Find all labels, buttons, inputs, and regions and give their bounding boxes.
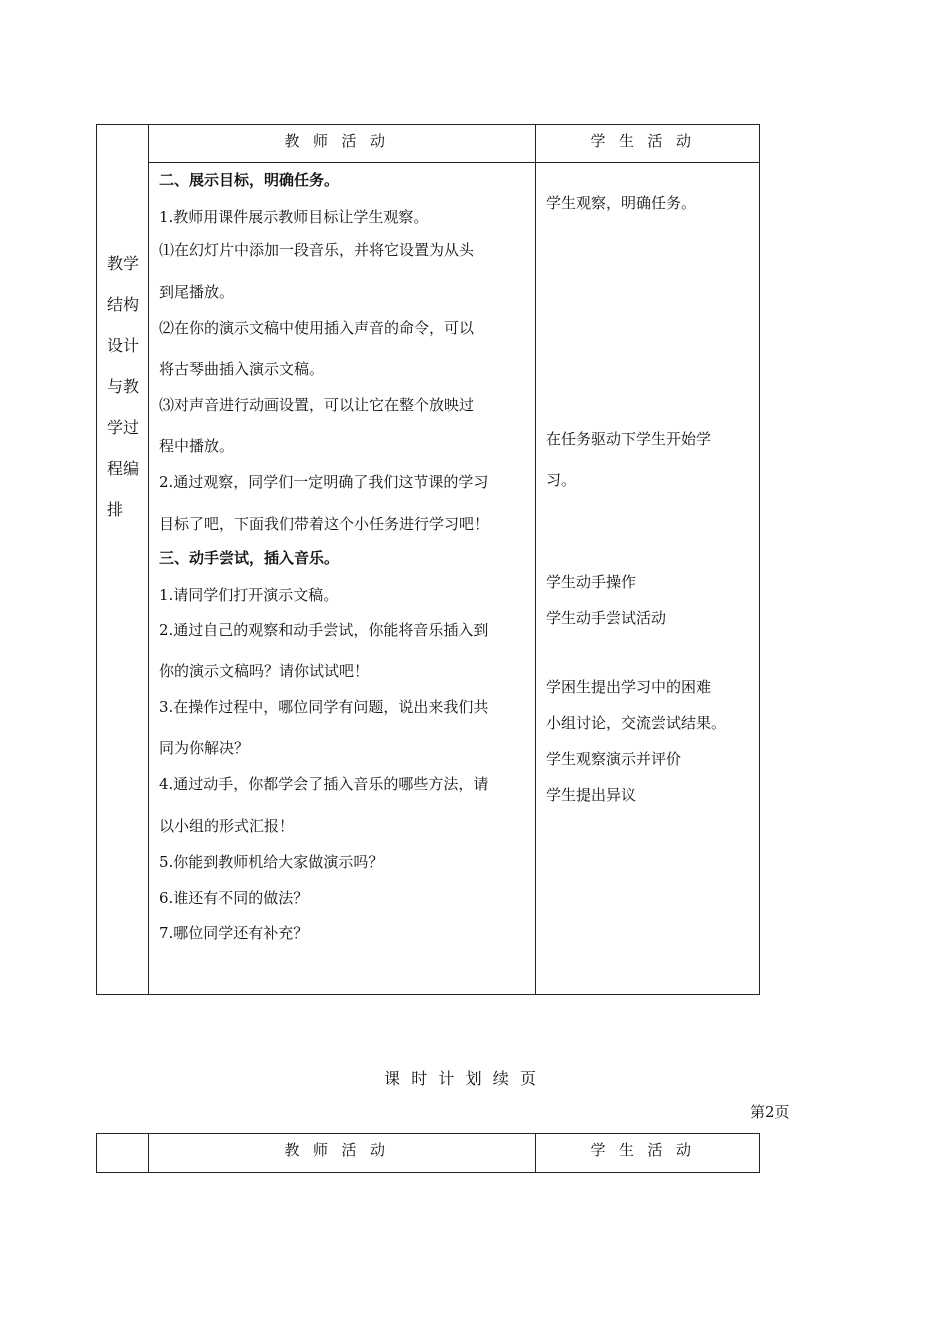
side-label-line: 与教 [107,377,140,396]
teacher-line: 程中播放。 [159,437,235,455]
teacher-line: ⑶对声音进行动画设置，可以让它在整个放映过 [159,396,475,414]
column-divider [148,125,149,994]
student-line: 习。 [546,471,577,489]
teacher-line: 4.通过动手，你都学会了插入音乐的哪些方法，请 [159,775,489,793]
teacher-line: 5.你能到教师机给大家做演示吗？ [159,853,384,871]
teacher-line: 将古琴曲插入演示文稿。 [159,360,325,378]
student-line: 学生动手尝试活动 [546,609,667,627]
teacher-line: 7.哪位同学还有补充？ [159,924,309,942]
column-divider [535,125,536,994]
student-line: 学生提出异议 [546,786,637,804]
continuation-page-caption: 课时计划续页 [384,1069,548,1088]
teacher-line: 到尾播放。 [159,283,235,301]
page-number: 第2页 [750,1103,790,1121]
section-heading: 三、动手尝试，插入音乐。 [159,549,340,567]
side-label-line: 程编 [107,459,140,478]
student-line: 学生观察，明确任务。 [546,194,697,212]
student-line: 小组讨论，交流尝试结果。 [546,714,727,732]
teacher-line: 你的演示文稿吗？请你试试吧！ [159,662,370,680]
teacher-line: 6.谁还有不同的做法？ [159,889,309,907]
side-label-line: 设计 [107,336,140,355]
side-label-line: 排 [107,500,124,519]
student-line: 学生动手操作 [546,573,637,591]
student-line: 在任务驱动下学生开始学 [546,430,712,448]
header-divider [148,162,759,163]
student-line: 学生观察演示并评价 [546,750,682,768]
lesson-plan-table [96,124,760,995]
teacher-activity-header: 教师活动 [284,132,399,150]
teacher-line: 2.通过自己的观察和动手尝试，你能将音乐插入到 [159,621,489,639]
teacher-line: ⑴在幻灯片中添加一段音乐，并将它设置为从头 [159,241,475,259]
teacher-activity-header: 教师活动 [284,1141,399,1159]
teacher-line: ⑵在你的演示文稿中使用插入声音的命令，可以 [159,319,475,337]
student-activity-header: 学生活动 [590,1141,705,1159]
teacher-line: 同为你解决？ [159,739,250,757]
side-label-line: 学过 [107,418,140,437]
teacher-line: 以小组的形式汇报！ [159,817,295,835]
student-activity-header: 学生活动 [590,132,705,150]
section-heading: 二、展示目标，明确任务。 [159,171,340,189]
teacher-line: 2.通过观察，同学们一定明确了我们这节课的学习 [159,473,489,491]
teacher-line: 1.请同学们打开演示文稿。 [159,586,339,604]
student-line: 学困生提出学习中的困难 [546,678,712,696]
side-label-line: 教学 [107,254,140,273]
teacher-line: 1.教师用课件展示教师目标让学生观察。 [159,208,429,226]
side-label-line: 结构 [107,295,140,314]
side-label [107,243,139,530]
continuation-table [96,1133,760,1173]
teacher-line: 目标了吧，下面我们带着这个小任务进行学习吧！ [159,515,490,533]
teacher-line: 3.在操作过程中，哪位同学有问题，说出来我们共 [159,698,489,716]
